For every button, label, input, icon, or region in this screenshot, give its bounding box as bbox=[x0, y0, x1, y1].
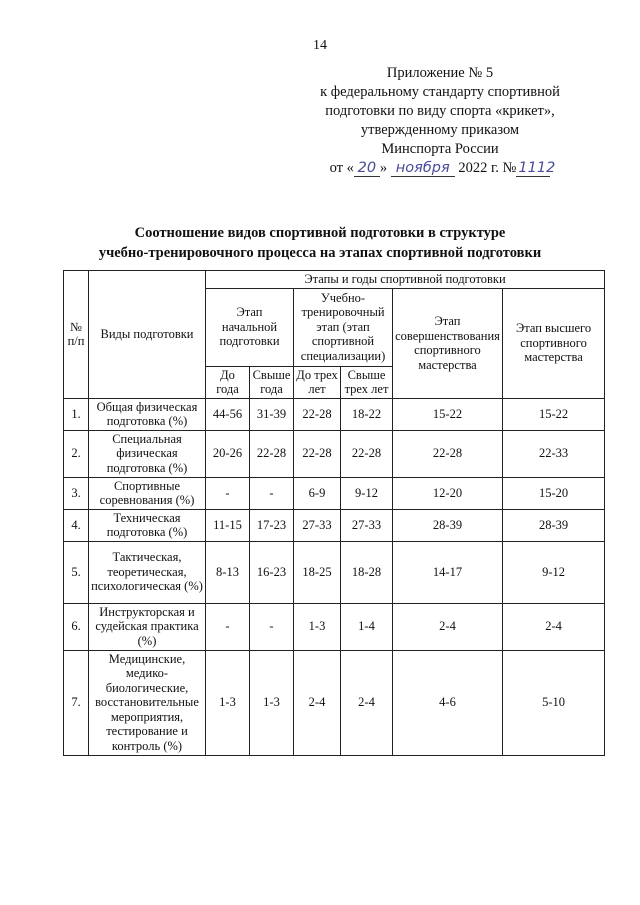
cell-initial-1: 1-3 bbox=[206, 650, 250, 755]
cell-improvement: 4-6 bbox=[393, 650, 503, 755]
sub-header-initial-2: Свыше года bbox=[250, 366, 294, 398]
cell-improvement: 14-17 bbox=[393, 541, 503, 603]
cell-training-2: 1-4 bbox=[341, 603, 393, 650]
handwritten-day: 20 bbox=[354, 161, 380, 177]
appendix-line: утвержденному приказом bbox=[360, 122, 520, 138]
row-kind: Специальная физическая подготовка (%) bbox=[89, 430, 206, 477]
cell-highest: 15-22 bbox=[503, 398, 605, 430]
row-number: 1. bbox=[64, 398, 89, 430]
date-mid: » bbox=[379, 160, 388, 176]
cell-initial-2: 31-39 bbox=[250, 398, 294, 430]
title-line-2: учебно-тренировочного процесса на этапах спортивной подготовки bbox=[98, 245, 542, 261]
col-header-stage-highest: Этап высшего спортивного мастерства bbox=[503, 288, 605, 398]
cell-initial-1: 44-56 bbox=[206, 398, 250, 430]
col-header-kind: Виды подготовки bbox=[89, 271, 206, 399]
table-row bbox=[64, 477, 605, 509]
appendix-title: Приложение № 5 bbox=[386, 65, 494, 81]
cell-initial-2: 1-3 bbox=[250, 650, 294, 755]
cell-highest: 2-4 bbox=[503, 603, 605, 650]
cell-training-1: 22-28 bbox=[294, 398, 341, 430]
document-title bbox=[0, 223, 640, 263]
col-header-stage-improvement: Этап совершенствования спортивного мастерства bbox=[393, 288, 503, 398]
cell-improvement: 12-20 bbox=[393, 477, 503, 509]
order-date-line bbox=[300, 159, 580, 178]
cell-highest: 28-39 bbox=[503, 509, 605, 541]
cell-training-2: 18-28 bbox=[341, 541, 393, 603]
cell-initial-1: - bbox=[206, 603, 250, 650]
row-number: 4. bbox=[64, 509, 89, 541]
cell-initial-1: - bbox=[206, 477, 250, 509]
handwritten-order-number: 1112 bbox=[518, 160, 556, 176]
cell-improvement: 2-4 bbox=[393, 603, 503, 650]
cell-training-2: 18-22 bbox=[341, 398, 393, 430]
row-number: 7. bbox=[64, 650, 89, 755]
appendix-header bbox=[300, 64, 580, 178]
cell-initial-1: 11-15 bbox=[206, 509, 250, 541]
row-number: 5. bbox=[64, 541, 89, 603]
cell-initial-1: 20-26 bbox=[206, 430, 250, 477]
cell-training-1: 27-33 bbox=[294, 509, 341, 541]
col-header-stages-group: Этапы и годы спортивной подготовки bbox=[206, 271, 605, 289]
table-row bbox=[64, 541, 605, 603]
table-row bbox=[64, 398, 605, 430]
sub-header-training-1: До трех лет bbox=[294, 366, 341, 398]
row-number: 2. bbox=[64, 430, 89, 477]
cell-initial-2: 17-23 bbox=[250, 509, 294, 541]
cell-improvement: 28-39 bbox=[393, 509, 503, 541]
cell-training-1: 1-3 bbox=[294, 603, 341, 650]
cell-training-2: 27-33 bbox=[341, 509, 393, 541]
cell-initial-2: - bbox=[250, 477, 294, 509]
row-kind: Техническая подготовка (%) bbox=[89, 509, 206, 541]
row-kind: Спортивные соревнования (%) bbox=[89, 477, 206, 509]
table-row bbox=[64, 603, 605, 650]
sub-header-initial-1: До года bbox=[206, 366, 250, 398]
cell-improvement: 22-28 bbox=[393, 430, 503, 477]
cell-training-1: 18-25 bbox=[294, 541, 341, 603]
cell-highest: 9-12 bbox=[503, 541, 605, 603]
training-ratio-table bbox=[63, 270, 605, 756]
page-number: 14 bbox=[313, 38, 327, 53]
cell-highest: 15-20 bbox=[503, 477, 605, 509]
row-number: 3. bbox=[64, 477, 89, 509]
cell-highest: 22-33 bbox=[503, 430, 605, 477]
title-line-1: Соотношение видов спортивной подготовки в структуре bbox=[134, 225, 506, 241]
col-header-number: № п/п bbox=[64, 271, 89, 399]
cell-initial-2: - bbox=[250, 603, 294, 650]
cell-training-2: 9-12 bbox=[341, 477, 393, 509]
cell-highest: 5-10 bbox=[503, 650, 605, 755]
row-number: 6. bbox=[64, 603, 89, 650]
cell-training-1: 6-9 bbox=[294, 477, 341, 509]
col-header-stage-training: Учебно-тренировочный этап (этап спортивной специализации) bbox=[294, 288, 393, 366]
date-year: 2022 г. № bbox=[458, 160, 517, 176]
sub-header-training-2: Свыше трех лет bbox=[341, 366, 393, 398]
cell-training-1: 2-4 bbox=[294, 650, 341, 755]
cell-initial-2: 22-28 bbox=[250, 430, 294, 477]
row-kind: Общая физическая подготовка (%) bbox=[89, 398, 206, 430]
row-kind: Тактическая, теоретическая, психологическая (%) bbox=[89, 541, 206, 603]
col-header-stage-initial: Этап начальной подготовки bbox=[206, 288, 294, 366]
table-row bbox=[64, 650, 605, 755]
appendix-line: Минспорта России bbox=[381, 141, 499, 157]
appendix-line: подготовки по виду спорта «крикет», bbox=[325, 103, 555, 119]
table-row bbox=[64, 430, 605, 477]
row-kind: Медицинские, медико-биологические, восстановительные мероприятия, тестирование и контроль (%) bbox=[89, 650, 206, 755]
cell-training-2: 22-28 bbox=[341, 430, 393, 477]
appendix-line: к федеральному стандарту спортивной bbox=[320, 84, 560, 100]
table-row bbox=[64, 509, 605, 541]
handwritten-month: ноября bbox=[391, 161, 455, 177]
cell-training-1: 22-28 bbox=[294, 430, 341, 477]
cell-training-2: 2-4 bbox=[341, 650, 393, 755]
cell-initial-2: 16-23 bbox=[250, 541, 294, 603]
cell-improvement: 15-22 bbox=[393, 398, 503, 430]
row-kind: Инструкторская и судейская практика (%) bbox=[89, 603, 206, 650]
cell-initial-1: 8-13 bbox=[206, 541, 250, 603]
date-prefix: от « bbox=[329, 160, 354, 176]
